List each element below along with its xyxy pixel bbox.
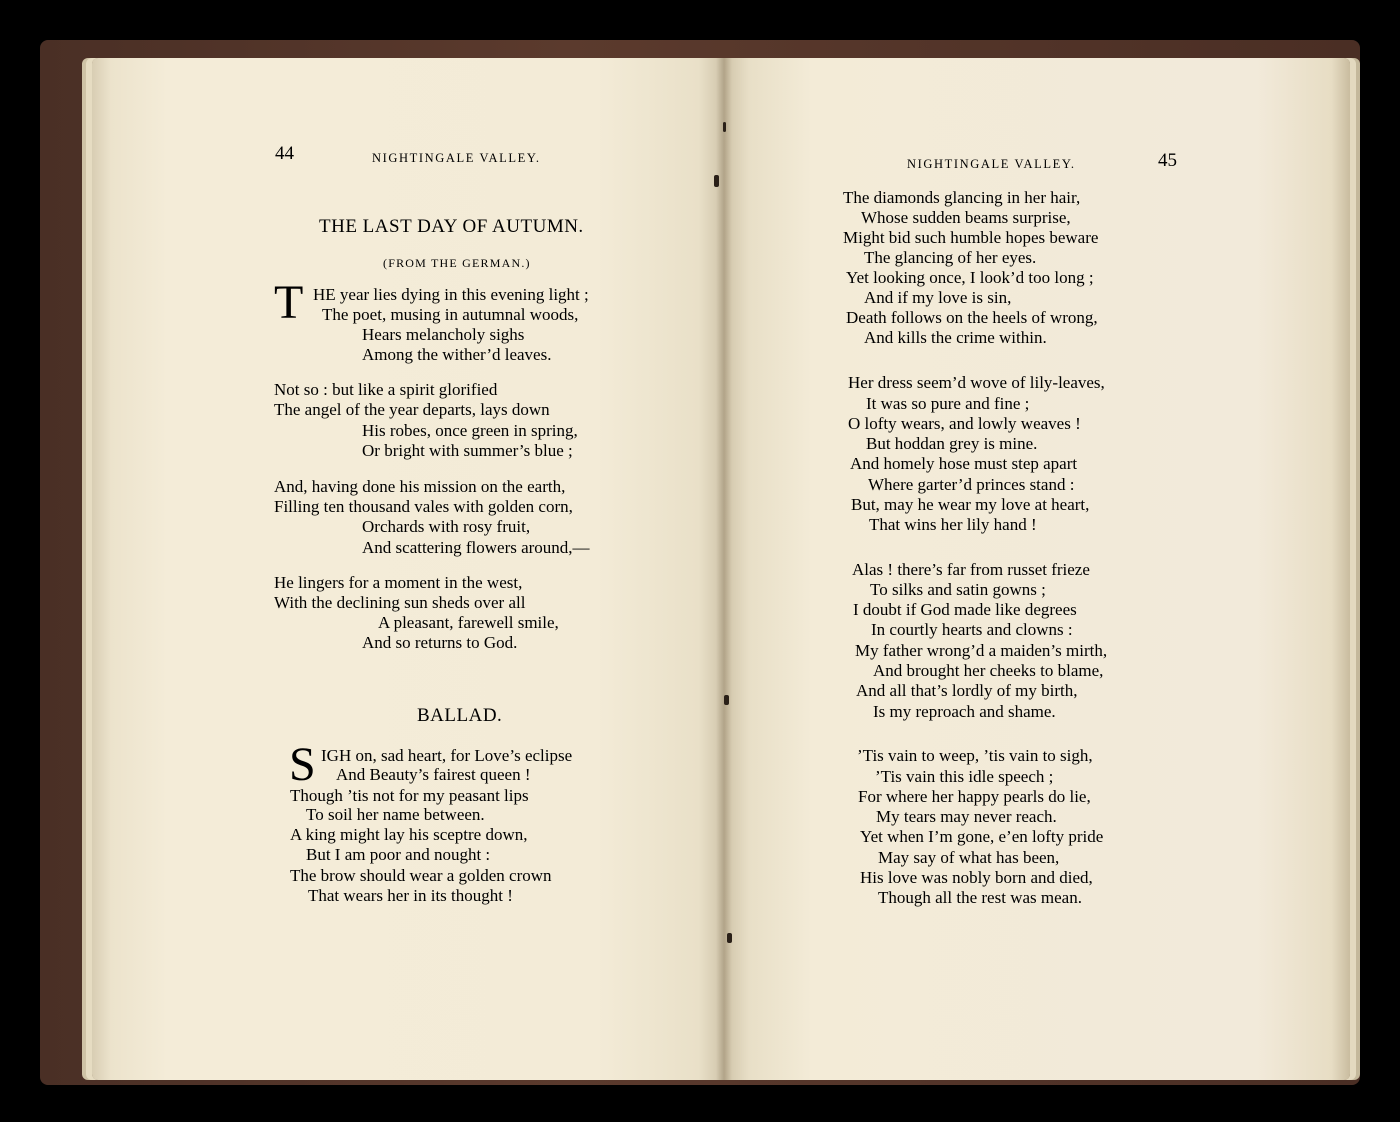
poem-line: And kills the crime within. [864, 328, 1047, 347]
poem-line: That wears her in its thought ! [308, 886, 513, 905]
poem-line: My tears may never reach. [876, 807, 1057, 826]
poem-line: A pleasant, farewell smile, [378, 613, 559, 632]
poem-line: IGH on, sad heart, for Love’s eclipse [321, 746, 573, 765]
poem-line: The brow should wear a golden crown [290, 866, 552, 885]
poem-title: THE LAST DAY OF AUTUMN. [319, 216, 584, 237]
poem-line: That wins her lily hand ! [869, 515, 1037, 534]
poem-line: But I am poor and nought : [306, 845, 491, 864]
poem-line: Though all the rest was mean. [878, 888, 1082, 907]
poem-line: Yet looking once, I look’d too long ; [846, 268, 1094, 287]
poem-line: Alas ! there’s far from russet frieze [852, 560, 1090, 579]
poem-line: ’Tis vain to weep, ’tis vain to sigh, [857, 746, 1093, 765]
poem-line: Among the wither’d leaves. [362, 345, 552, 364]
poem-line: And if my love is sin, [864, 288, 1012, 307]
poem-subtitle: (FROM THE GERMAN.) [383, 256, 531, 270]
poem-line: Filling ten thousand vales with golden corn, [274, 497, 573, 516]
poem-line: The glancing of her eyes. [864, 248, 1037, 267]
poem-line: May say of what has been, [878, 848, 1060, 867]
poem-line: The poet, musing in autumnal woods, [322, 305, 579, 324]
poem-line: But hoddan grey is mine. [866, 434, 1038, 453]
poem-line: It was so pure and fine ; [866, 394, 1030, 413]
page-number-left: 44 [275, 143, 294, 164]
poem-line: Not so : but like a spirit glorified [274, 380, 498, 399]
poem-line: His love was nobly born and died, [860, 868, 1093, 887]
poem-line: Hears melancholy sighs [362, 325, 525, 344]
poem-line: Though ’tis not for my peasant lips [290, 786, 529, 805]
drop-cap: S [289, 738, 316, 791]
poem-line: Might bid such humble hopes beware [843, 228, 1099, 247]
binding-thread [724, 695, 729, 705]
page-number-right: 45 [1158, 150, 1177, 171]
poem-line: And, having done his mission on the earth, [274, 477, 566, 496]
poem-line: In courtly hearts and clowns : [871, 620, 1073, 639]
running-head-left: NIGHTINGALE VALLEY. [372, 151, 541, 165]
running-head-right: NIGHTINGALE VALLEY. [907, 157, 1076, 171]
poem-line: Or bright with summer’s blue ; [362, 441, 573, 460]
poem-line: His robes, once green in spring, [362, 421, 578, 440]
poem-line: And homely hose must step apart [850, 454, 1078, 473]
poem-line: But, may he wear my love at heart, [851, 495, 1090, 514]
poem-line: Is my reproach and shame. [873, 702, 1056, 721]
poem-line: The angel of the year departs, lays down [274, 400, 550, 419]
poem-line: Yet when I’m gone, e’en lofty pride [860, 827, 1104, 846]
poem-line: To silks and satin gowns ; [870, 580, 1046, 599]
poem-line: For where her happy pearls do lie, [858, 787, 1091, 806]
poem-line: And Beauty’s fairest queen ! [336, 765, 531, 784]
poem-line: And all that’s lordly of my birth, [856, 681, 1078, 700]
poem-line: To soil her name between. [306, 805, 485, 824]
binding-thread [727, 933, 732, 943]
poem-line: ’Tis vain this idle speech ; [875, 767, 1054, 786]
poem-title: BALLAD. [417, 705, 503, 726]
poem-line: HE year lies dying in this evening light ; [313, 285, 589, 304]
poem-line: Death follows on the heels of wrong, [846, 308, 1098, 327]
poem-line: And brought her cheeks to blame, [873, 661, 1104, 680]
left-page [92, 58, 724, 1080]
poem-line: Whose sudden beams surprise, [861, 208, 1071, 227]
book-gutter [716, 58, 732, 1080]
poem-line: My father wrong’d a maiden’s mirth, [855, 641, 1108, 660]
poem-line: With the declining sun sheds over all [274, 593, 526, 612]
poem-line: O lofty wears, and lowly weaves ! [848, 414, 1081, 433]
poem-line: Orchards with rosy fruit, [362, 517, 531, 536]
poem-line: A king might lay his sceptre down, [290, 825, 528, 844]
binding-thread [723, 122, 726, 132]
drop-cap: T [274, 276, 304, 329]
poem-line: The diamonds glancing in her hair, [843, 188, 1081, 207]
poem-line: Where garter’d princes stand : [868, 475, 1075, 494]
poem-line: He lingers for a moment in the west, [274, 573, 523, 592]
poem-line: Her dress seem’d wove of lily-leaves, [848, 373, 1105, 392]
binding-thread [714, 175, 719, 187]
poem-line: I doubt if God made like degrees [853, 600, 1077, 619]
poem-line: And so returns to God. [362, 633, 518, 652]
poem-line: And scattering flowers around,— [362, 538, 590, 557]
